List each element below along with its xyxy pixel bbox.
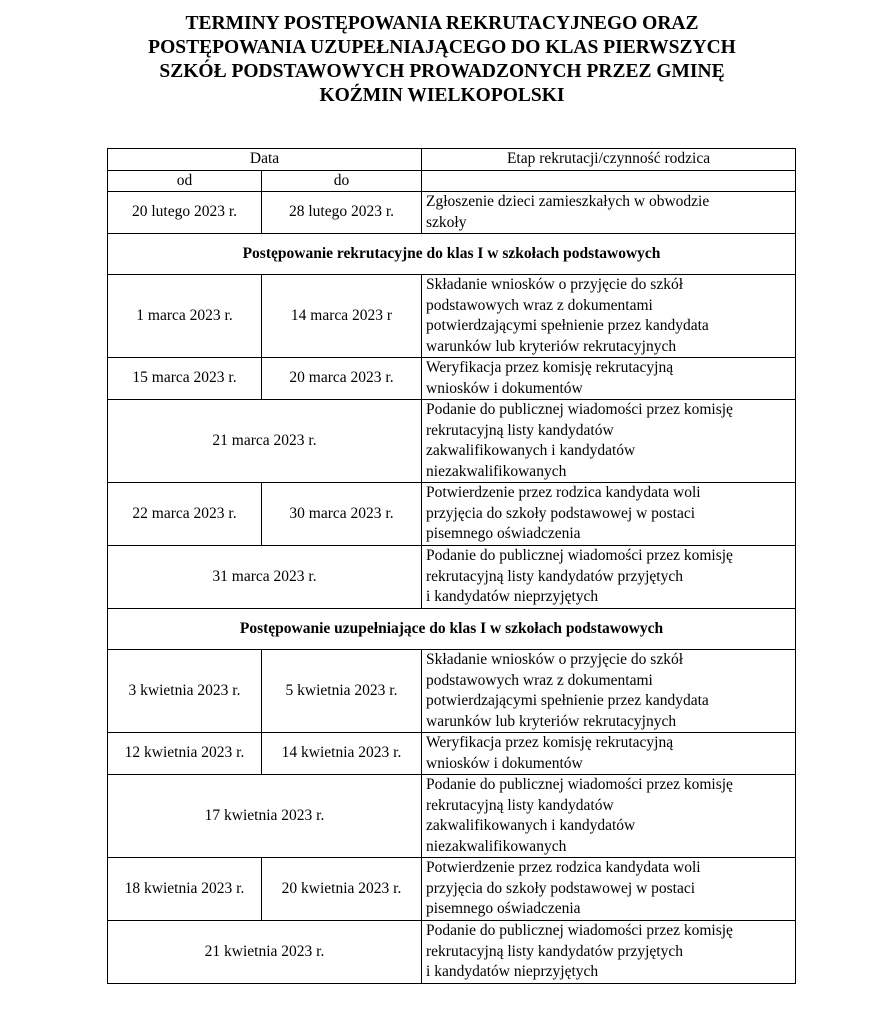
stage-cell: Podanie do publicznej wiadomości przez komisję rekrutacyjną listy kandydatów zakwalifikowanych i kandydatów niezakwalifikowanych xyxy=(422,400,796,483)
date-to: 14 marca 2023 r xyxy=(262,275,422,358)
date-from: 15 marca 2023 r. xyxy=(108,358,262,400)
table-row xyxy=(108,650,796,733)
date-from: 3 kwietnia 2023 r. xyxy=(108,650,262,733)
stage-cell: Podanie do publicznej wiadomości przez komisję rekrutacyjną listy kandydatów zakwalifikowanych i kandydatów niezakwalifikowanych xyxy=(422,775,796,858)
schedule-table xyxy=(107,148,796,984)
stage-cell: Składanie wniosków o przyjęcie do szkół podstawowych wraz z dokumentami potwierdzającymi spełnienie przez kandydata warunków lub kryteriów rekrutacyjnych xyxy=(422,275,796,358)
document-title xyxy=(100,12,784,108)
header-to: do xyxy=(262,170,422,192)
table-row xyxy=(108,733,796,775)
table-row xyxy=(108,921,796,984)
date-single: 21 kwietnia 2023 r. xyxy=(108,921,422,984)
stage-cell: Składanie wniosków o przyjęcie do szkół podstawowych wraz z dokumentami potwierdzającymi spełnienie przez kandydata warunków lub kryteriów rekrutacyjnych xyxy=(422,650,796,733)
date-from: 12 kwietnia 2023 r. xyxy=(108,733,262,775)
stage-cell: Podanie do publicznej wiadomości przez komisję rekrutacyjną listy kandydatów przyjętych i kandydatów nieprzyjętych xyxy=(422,546,796,609)
subheader-row xyxy=(108,170,796,192)
title-line: KOŹMIN WIELKOPOLSKI xyxy=(319,85,565,106)
table-row xyxy=(108,775,796,858)
header-stage: Etap rekrutacji/czynność rodzica xyxy=(422,149,796,171)
table-row xyxy=(108,483,796,546)
stage-cell: Zgłoszenie dzieci zamieszkałych w obwodzie szkoły xyxy=(422,192,796,234)
date-to: 20 kwietnia 2023 r. xyxy=(262,858,422,921)
section-heading: Postępowanie uzupełniające do klas I w szkołach podstawowych xyxy=(108,609,796,650)
section-row xyxy=(108,609,796,650)
stage-cell: Potwierdzenie przez rodzica kandydata woli przyjęcia do szkoły podstawowej w postaci pisemnego oświadczenia xyxy=(422,858,796,921)
date-single: 31 marca 2023 r. xyxy=(108,546,422,609)
date-to: 20 marca 2023 r. xyxy=(262,358,422,400)
date-to: 28 lutego 2023 r. xyxy=(262,192,422,234)
date-from: 18 kwietnia 2023 r. xyxy=(108,858,262,921)
date-to: 14 kwietnia 2023 r. xyxy=(262,733,422,775)
table-row xyxy=(108,192,796,234)
date-single: 21 marca 2023 r. xyxy=(108,400,422,483)
section-heading: Postępowanie rekrutacyjne do klas I w szkołach podstawowych xyxy=(108,234,796,275)
stage-cell: Weryfikacja przez komisję rekrutacyjną wniosków i dokumentów xyxy=(422,733,796,775)
stage-cell: Podanie do publicznej wiadomości przez komisję rekrutacyjną listy kandydatów przyjętych i kandydatów nieprzyjętych xyxy=(422,921,796,984)
title-line: POSTĘPOWANIA UZUPEŁNIAJĄCEGO DO KLAS PIERWSZYCH xyxy=(148,37,736,58)
table-row xyxy=(108,275,796,358)
header-row xyxy=(108,149,796,171)
title-line: SZKÓŁ PODSTAWOWYCH PROWADZONYCH PRZEZ GMINĘ xyxy=(159,61,725,82)
date-to: 5 kwietnia 2023 r. xyxy=(262,650,422,733)
header-empty-cell xyxy=(422,170,796,192)
date-from: 20 lutego 2023 r. xyxy=(108,192,262,234)
header-date: Data xyxy=(108,149,422,171)
table-row xyxy=(108,858,796,921)
table-row xyxy=(108,546,796,609)
date-to: 30 marca 2023 r. xyxy=(262,483,422,546)
stage-cell: Weryfikacja przez komisję rekrutacyjną wniosków i dokumentów xyxy=(422,358,796,400)
date-from: 1 marca 2023 r. xyxy=(108,275,262,358)
title-line: TERMINY POSTĘPOWANIA REKRUTACYJNEGO ORAZ xyxy=(185,13,699,34)
table-row xyxy=(108,358,796,400)
section-row xyxy=(108,234,796,275)
date-single: 17 kwietnia 2023 r. xyxy=(108,775,422,858)
header-from: od xyxy=(108,170,262,192)
date-from: 22 marca 2023 r. xyxy=(108,483,262,546)
stage-cell: Potwierdzenie przez rodzica kandydata woli przyjęcia do szkoły podstawowej w postaci pisemnego oświadczenia xyxy=(422,483,796,546)
table-row xyxy=(108,400,796,483)
